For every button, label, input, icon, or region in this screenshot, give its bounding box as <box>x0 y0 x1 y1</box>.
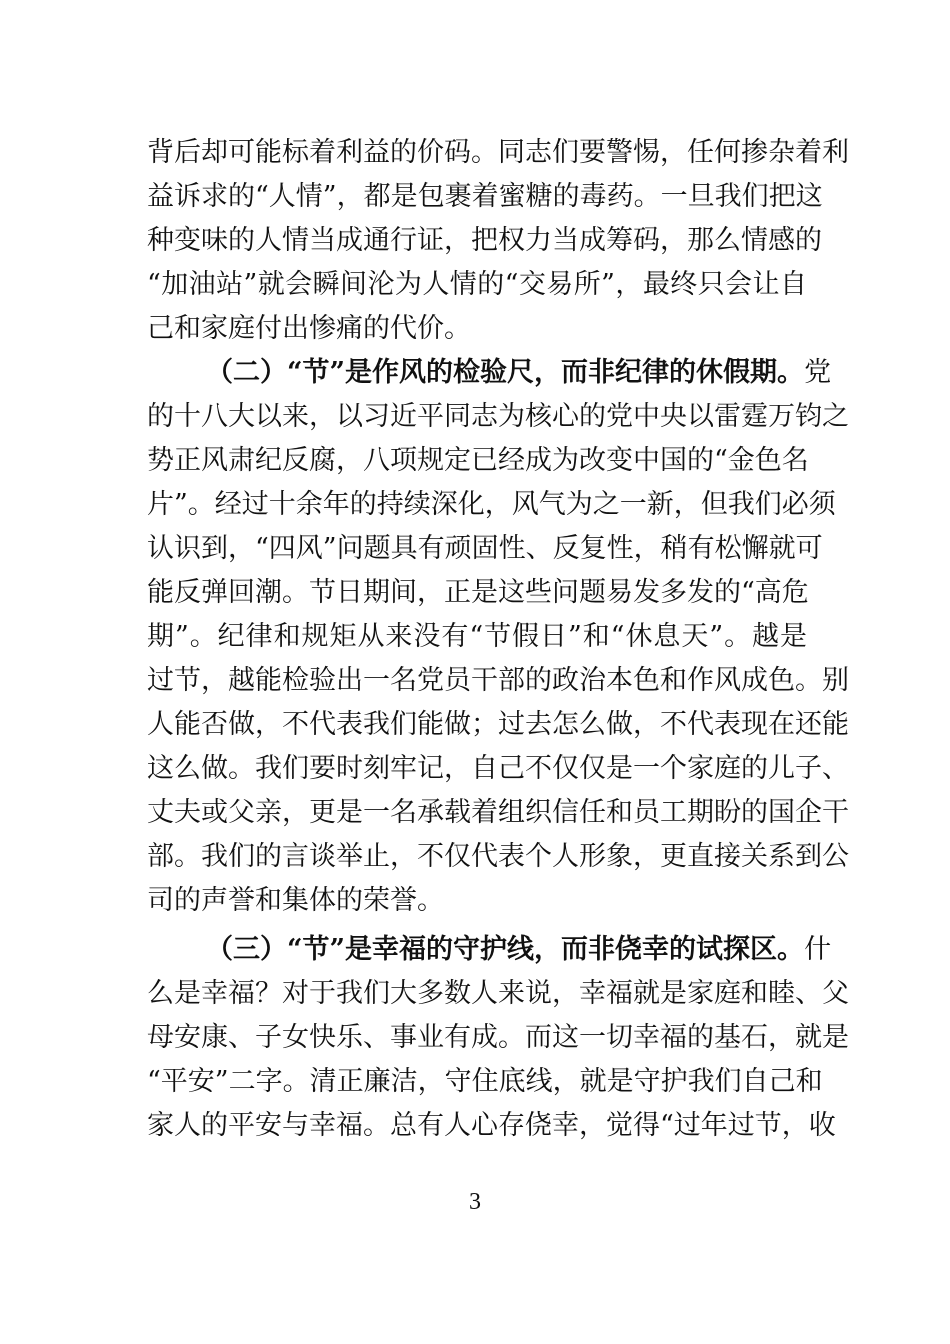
body-text-line: 司的声誉和集体的荣誉。 <box>147 885 444 916</box>
body-text-line: 的十八大以来，以习近平同志为核心的党中央以雷霆万钧之 <box>147 401 849 432</box>
body-text-line: 家人的平安与幸福。总有人心存侥幸，觉得“过年过节，收 <box>147 1110 836 1141</box>
body-text-line: 片”。经过十余年的持续深化，风气为之一新，但我们必须 <box>147 489 836 520</box>
body-text-line: 过节，越能检验出一名党员干部的政治本色和作风成色。别 <box>147 665 849 696</box>
body-text-line: 部。我们的言谈举止，不仅代表个人形象，更直接关系到公 <box>147 841 849 872</box>
body-text-line: “加油站”就会瞬间沦为人情的“交易所”，最终只会让自 <box>147 269 807 300</box>
section-heading: （三）“节”是幸福的守护线，而非侥幸的试探区。 <box>206 934 805 965</box>
section-heading: （二）“节”是作风的检验尺，而非纪律的休假期。 <box>206 357 805 388</box>
body-text-line: 势正风肃纪反腐，八项规定已经成为改变中国的“金色名 <box>147 445 809 476</box>
section-heading-line <box>206 351 832 395</box>
body-text-line: 人能否做，不代表我们能做；过去怎么做，不代表现在还能 <box>147 709 849 740</box>
body-text-fragment: 什 <box>804 934 832 965</box>
body-text-line: “平安”二字。清正廉洁，守住底线，就是守护我们自己和 <box>147 1066 823 1097</box>
body-text-line: 这么做。我们要时刻牢记，自己不仅仅是一个家庭的儿子、 <box>147 753 849 784</box>
body-text-line: 能反弹回潮。节日期间，正是这些问题易发多发的“高危 <box>147 577 809 608</box>
body-text-fragment: 党 <box>804 357 832 388</box>
page-number: 3 <box>469 1189 481 1215</box>
body-text-line: 期”。纪律和规矩从来没有“节假日”和“休息天”。越是 <box>147 621 807 652</box>
body-text-line: 母安康、子女快乐、事业有成。而这一切幸福的基石，就是 <box>147 1022 849 1053</box>
body-text-line: 么是幸福？对于我们大多数人来说，幸福就是家庭和睦、父 <box>147 978 849 1009</box>
body-text-line: 益诉求的“人情”，都是包裹着蜜糖的毒药。一旦我们把这 <box>147 181 823 212</box>
body-text-line: 认识到，“四风”问题具有顽固性、反复性，稍有松懈就可 <box>147 533 823 564</box>
body-text-line: 丈夫或父亲，更是一名承载着组织信任和员工期盼的国企干 <box>147 797 849 828</box>
body-text-line: 己和家庭付出惨痛的代价。 <box>147 313 471 344</box>
body-text-line: 背后却可能标着利益的价码。同志们要警惕，任何掺杂着利 <box>147 137 849 168</box>
section-heading-line <box>206 928 832 972</box>
body-text-line: 种变味的人情当成通行证，把权力当成筹码，那么情感的 <box>147 225 822 256</box>
